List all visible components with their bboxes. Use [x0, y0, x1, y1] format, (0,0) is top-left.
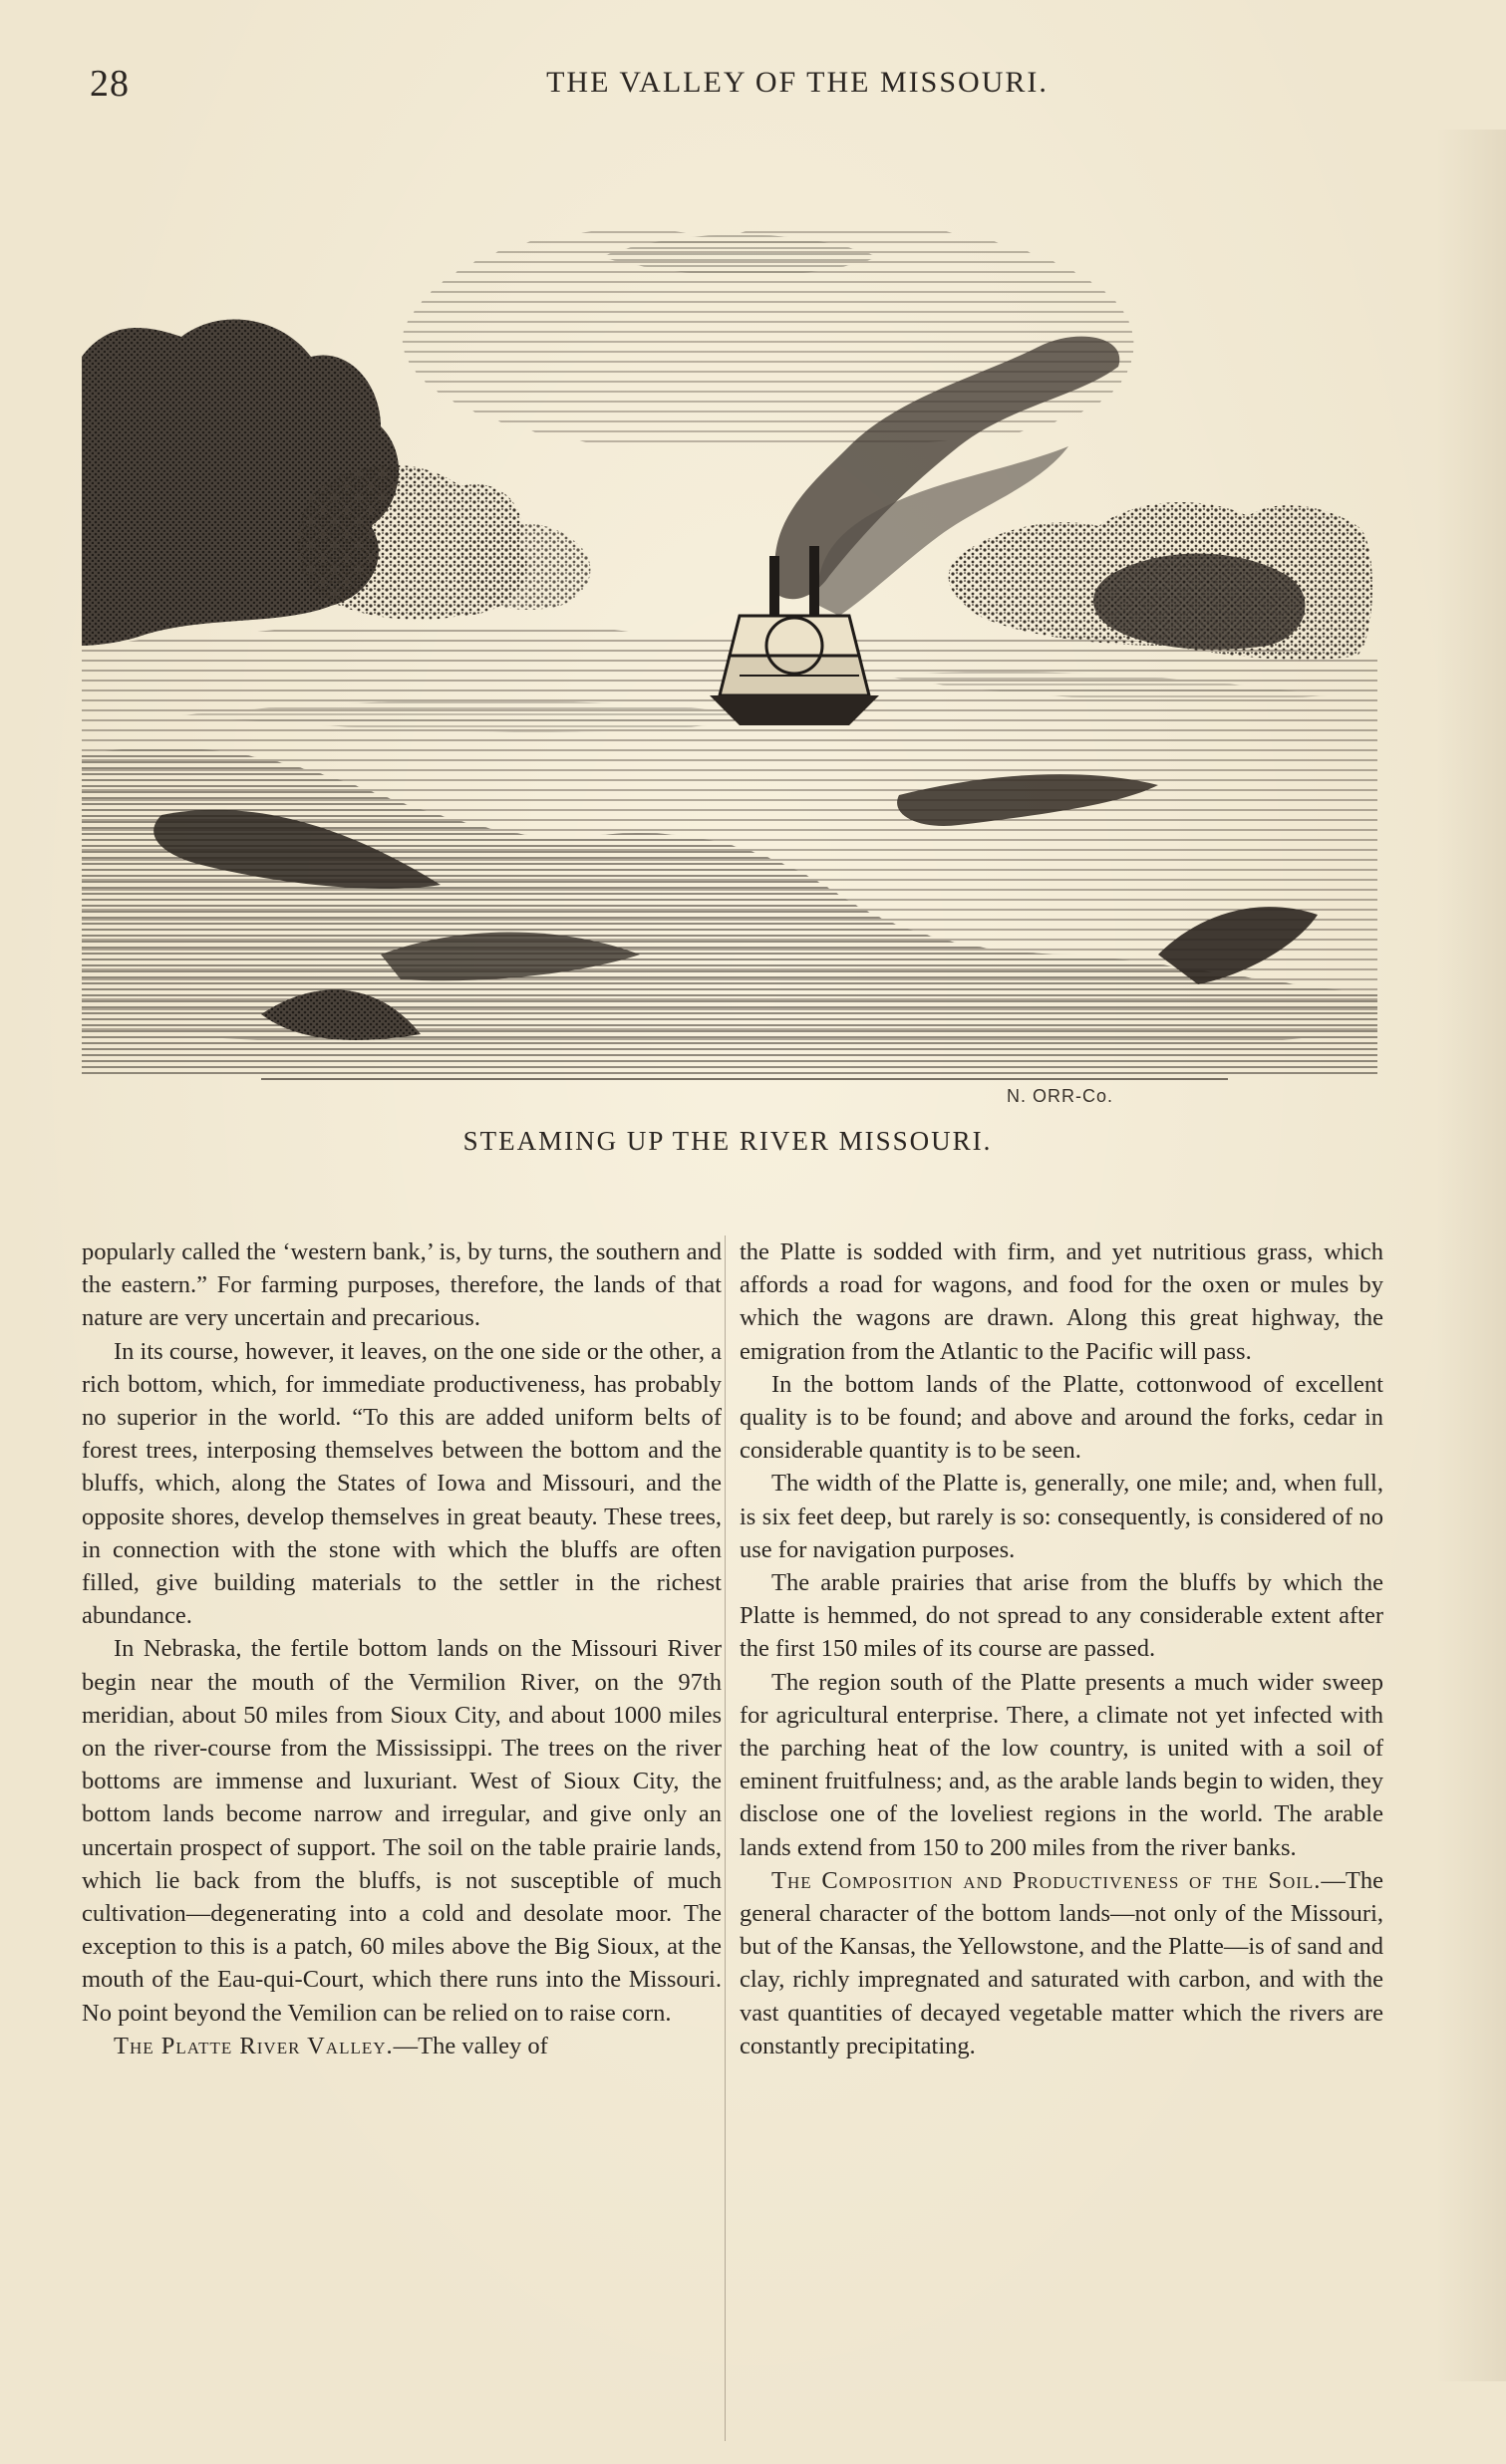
- engraving-steamboat-illustration: [82, 197, 1377, 1104]
- paragraph: popularly called the ‘western bank,’ is, by turns, the southern and the eastern.” For farming purposes, therefore, the lands of that nature are very uncertain and precarious.: [82, 1238, 722, 1332]
- paragraph: The width of the Platte is, generally, one mile; and, when full, is six feet deep, but rarely is so: consequently, is considered of no use for navigation purposes.: [740, 1470, 1383, 1563]
- page-number: 28: [90, 63, 130, 105]
- paragraph: The region south of the Platte presents a much wider sweep for agricultural enterprise. There, a climate not yet infected with the parching heat of the low country, is united with a soil of eminent fruitfulness; and, as the arable lands begin to widen, they disclose one of the loveliest regions in the world. The arable lands extend from 150 to 200 miles from the river banks.: [740, 1668, 1383, 1861]
- running-title: THE VALLEY OF THE MISSOURI.: [546, 66, 1049, 99]
- engraver-signature: N. ORR-Co.: [1007, 1086, 1114, 1106]
- paragraph: In the bottom lands of the Platte, cottonwood of excellent quality is to be found; and above and around the forks, cedar in considerable quantity is to be seen.: [740, 1370, 1383, 1465]
- paragraph: the Platte is sodded with firm, and yet nutritious grass, which affords a road for wagons, and food for the oxen or mules by which the wagons are drawn. Along this great highway, the emigration from the Atlantic to the Pacific will pass.: [740, 1238, 1383, 1365]
- paragraph-text: —The general character of the bottom lands—not only of the Missouri, but of the Kansas, the Yellowstone, and the Platte—is of sand and clay, richly impregnated and saturated with carbon, and with the vast quantities of decayed vegetable matter which the rivers are constantly precipitating.: [740, 1866, 1383, 2059]
- section-heading: The Composition and Productiveness of the Soil.: [771, 1866, 1322, 1894]
- paragraph: In its course, however, it leaves, on the one side or the other, a rich bottom, which, for immediate productiveness, has probably no superior in the world. “To this are added uniform belts of forest trees, interposing themselves between the bottom and the bluffs, which, along the States of Iowa and Missouri, and the opposite shores, develop themselves in great beauty. These trees, in connection with the stone with which the bluffs are often filled, give building materials to the settler in the richest abundance.: [82, 1337, 722, 1630]
- section-heading: The Platte River Valley.: [114, 2032, 394, 2059]
- illustration-caption: STEAMING UP THE RIVER MISSOURI.: [462, 1126, 993, 1156]
- right-column: [740, 1235, 1383, 2062]
- paragraph-text: —The valley of: [393, 2032, 548, 2059]
- sky-clouds: [403, 223, 1134, 448]
- column-divider: [725, 1235, 726, 2441]
- paragraph: The arable prairies that arise from the bluffs by which the Platte is hemmed, do not spread to any considerable extent after the first 150 miles of its course are passed.: [740, 1569, 1383, 1663]
- paragraph: [82, 2030, 722, 2062]
- paragraph: In Nebraska, the fertile bottom lands on the Missouri River begin near the mouth of the Vermilion River, on the 97th meridian, about 50 miles from Sioux City, and about 1000 miles on the river-course from the Mississippi. The trees on the river bottoms are immense and luxuriant. West of Sioux City, the bottom lands become narrow and irregular, and give only an uncertain prospect of support. The soil on the table prairie lands, which lie back from the bluffs, is not susceptible of much cultivation—degenerating into a cold and desolate moor. The exception to this is a patch, 60 miles above the Big Sioux, at the mouth of the Eau-qui-Court, which there runs into the Missouri. No point beyond the Vemilion can be relied on to raise corn.: [82, 1635, 722, 2027]
- page-shadow: [1436, 130, 1506, 2381]
- page-header: [90, 58, 1425, 118]
- paragraph: [740, 1864, 1383, 2062]
- left-column: [82, 1235, 722, 2062]
